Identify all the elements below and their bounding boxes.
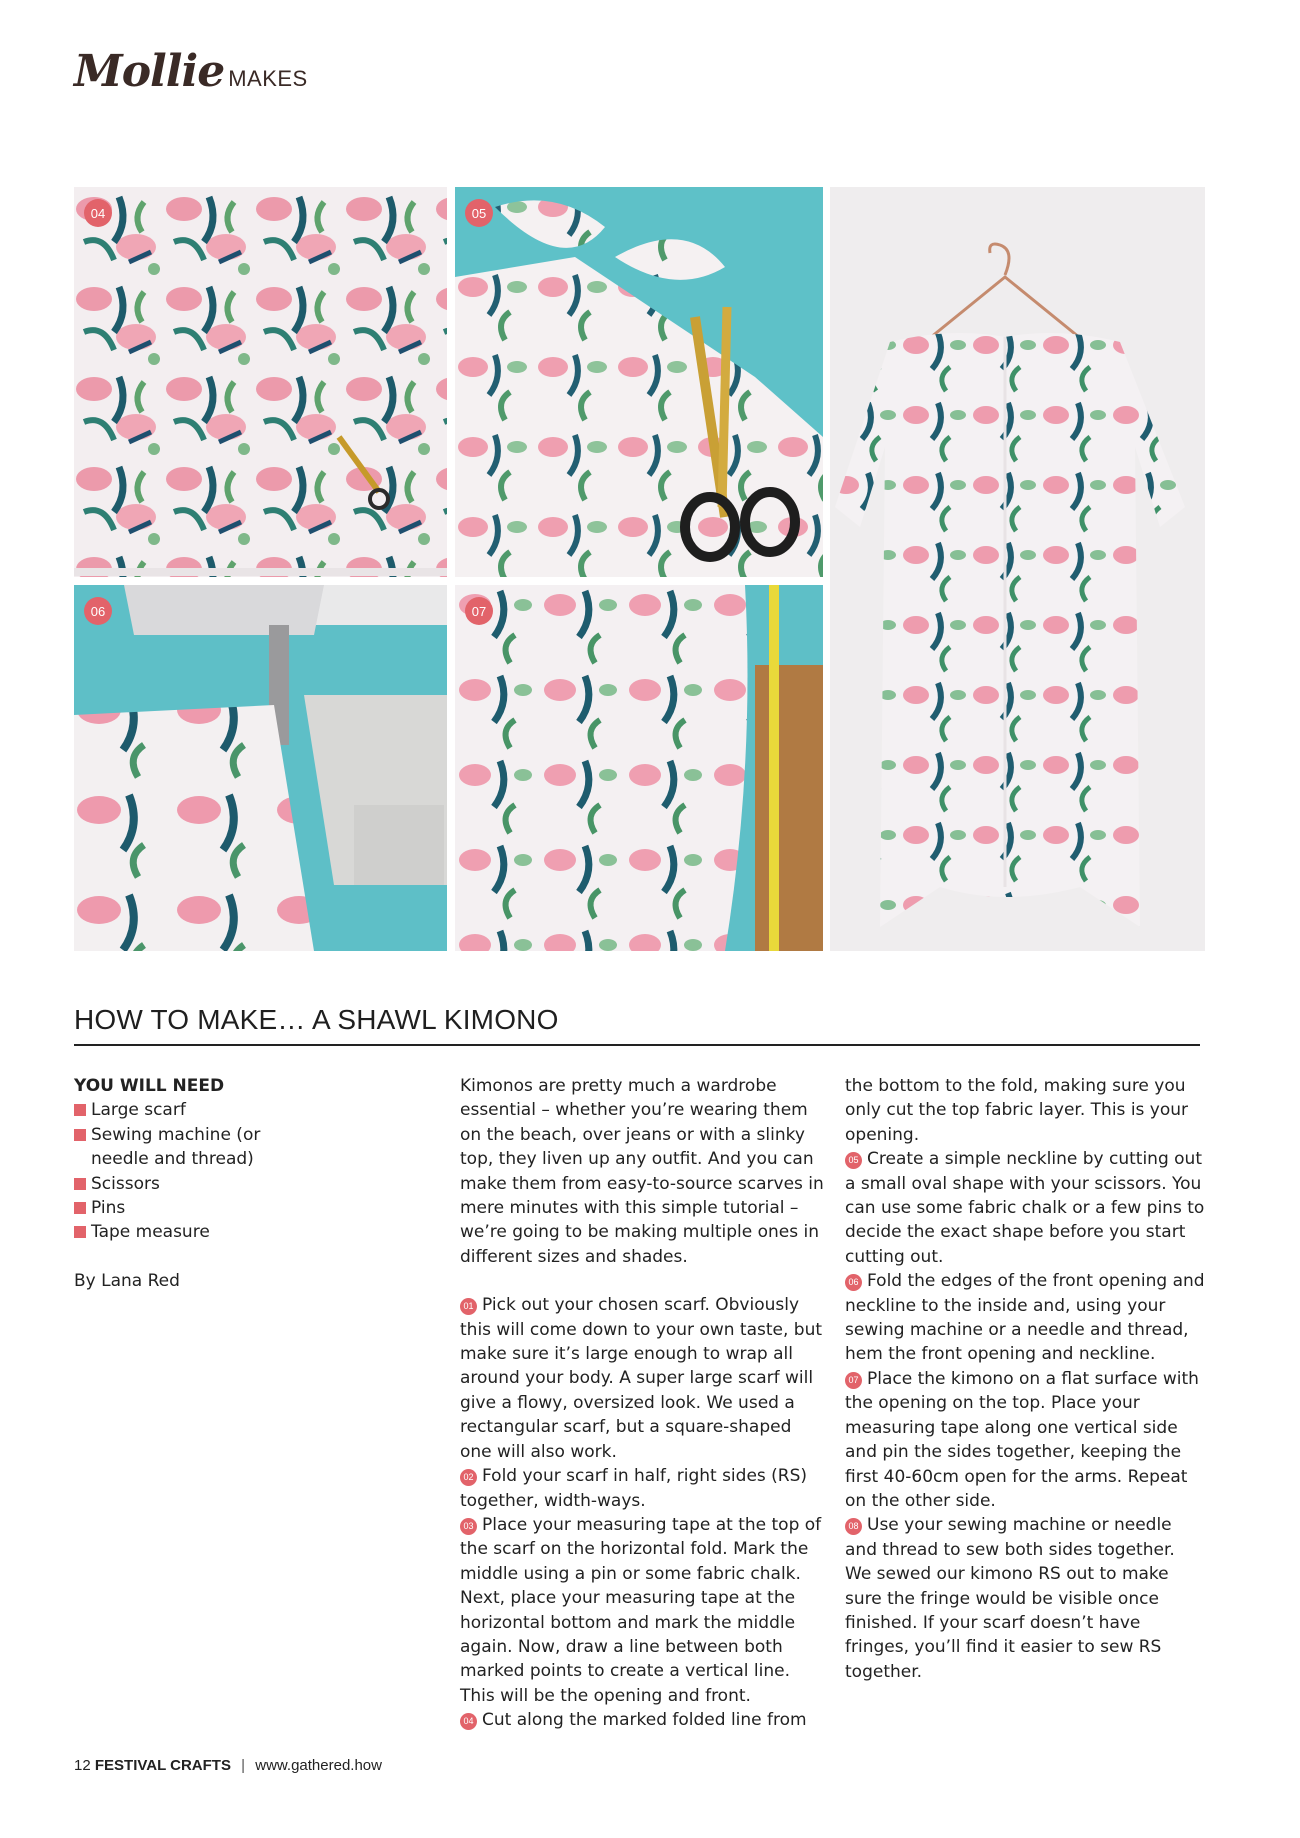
instructions-column-1	[460, 1074, 825, 1733]
instructions-column-2	[845, 1074, 1205, 1684]
photo-step-05	[455, 187, 823, 577]
photo-step-badge: 04	[84, 199, 112, 227]
step-03	[460, 1513, 825, 1708]
masthead-logo	[74, 46, 308, 97]
scarf-folded-photo-icon	[74, 187, 447, 577]
step-text: Create a simple neckline by cutting out a small oval shape with your scissors. You can use some fabric chalk or a few pins to decide the exact shape before you start cutting out.	[845, 1149, 1205, 1267]
list-item: Pins	[74, 1196, 314, 1220]
step-05	[845, 1147, 1205, 1269]
step-04-continued: the bottom to the fold, making sure you only cut the top fabric layer. This is your opening.	[845, 1076, 1189, 1145]
footer-separator: |	[241, 1757, 246, 1774]
step-02	[460, 1464, 825, 1513]
step-number-badge: 06	[845, 1274, 862, 1291]
magazine-name: FESTIVAL CRAFTS	[94, 1757, 231, 1774]
photo-kimono-final	[830, 187, 1205, 951]
step-08	[845, 1513, 1205, 1684]
photo-step-badge: 07	[465, 597, 493, 625]
photo-step-07	[455, 585, 823, 951]
measuring-tape-photo-icon	[455, 585, 823, 951]
list-item: Tape measure	[74, 1220, 314, 1244]
list-item: Sewing machine (or needle and thread)	[74, 1123, 314, 1172]
you-will-need-column	[74, 1074, 314, 1293]
step-number-badge: 03	[460, 1518, 477, 1535]
step-07	[845, 1367, 1205, 1513]
sewing-machine-photo-icon	[74, 585, 447, 951]
section-title: HOW TO MAKE… A SHAWL KIMONO	[74, 1004, 1200, 1046]
photo-step-badge: 05	[465, 199, 493, 227]
you-will-need-heading: YOU WILL NEED	[74, 1076, 225, 1096]
step-number-badge: 01	[460, 1298, 477, 1315]
photo-step-06	[74, 585, 447, 951]
step-text: Fold your scarf in half, right sides (RS) together, width-ways.	[460, 1466, 808, 1511]
kimono-on-hanger-photo-icon	[830, 187, 1205, 951]
photo-step-04	[74, 187, 447, 577]
page-number: 12	[74, 1757, 91, 1774]
step-text: Fold the edges of the front opening and neckline to the inside and, using your sewing machine or a needle and thread, hem the front opening and neckline.	[845, 1271, 1205, 1365]
page-footer	[74, 1757, 382, 1774]
step-number-badge: 05	[845, 1152, 862, 1169]
step-text: Place your measuring tape at the top of the scarf on the horizontal fold. Mark the middle using a pin or some fabric chalk. Next, place your measuring tape at the horizontal bottom and mark the middle again. Now, draw a line between both marked points to create a vertical line. This will be the opening and front.	[460, 1514, 822, 1706]
photo-step-badge: 06	[84, 597, 112, 625]
step-number-badge: 02	[460, 1469, 477, 1486]
step-text: Cut along the marked folded line from	[482, 1710, 807, 1731]
list-item: Scissors	[74, 1172, 314, 1196]
step-number-badge: 08	[845, 1518, 862, 1535]
materials-list	[74, 1098, 314, 1244]
masthead-makes: MAKES	[228, 66, 308, 91]
byline: By Lana Red	[74, 1270, 180, 1291]
masthead-script: Mollie	[74, 46, 225, 97]
step-06	[845, 1269, 1205, 1367]
intro-paragraph: Kimonos are pretty much a wardrobe essential – whether you’re wearing them on the beach, over jeans or with a slinky top, they liven up any outfit. And you can make them from easy-to-source scarves in mere minutes with this simple tutorial – we’re going to be making multiple ones in different sizes and shades.	[460, 1076, 824, 1267]
step-text: Place the kimono on a flat surface with the opening on the top. Place your measuring tape along one vertical side and pin the sides together, keeping the first 40-60cm open for the arms. Repeat on the other side.	[845, 1368, 1199, 1511]
scissors-neckline-photo-icon	[455, 187, 823, 577]
step-01	[460, 1293, 825, 1464]
step-number-badge: 04	[460, 1713, 477, 1730]
list-item: Large scarf	[74, 1098, 314, 1122]
step-number-badge: 07	[845, 1372, 862, 1389]
step-text: Pick out your chosen scarf. Obviously this will come down to your own taste, but make sure it’s large enough to wrap all around your body. A super large scarf will give a flowy, oversized look. We used a rectangular scarf, but a square-shaped one will also work.	[460, 1295, 823, 1462]
website-link[interactable]: www.gathered.how	[255, 1757, 382, 1774]
step-text: Use your sewing machine or needle and thread to sew both sides together. We sewed our kimono RS out to make sure the fringe would be visible once finished. If your scarf doesn’t have fringes, you’ll find it easier to sew RS together.	[845, 1515, 1175, 1682]
step-04	[460, 1708, 825, 1732]
